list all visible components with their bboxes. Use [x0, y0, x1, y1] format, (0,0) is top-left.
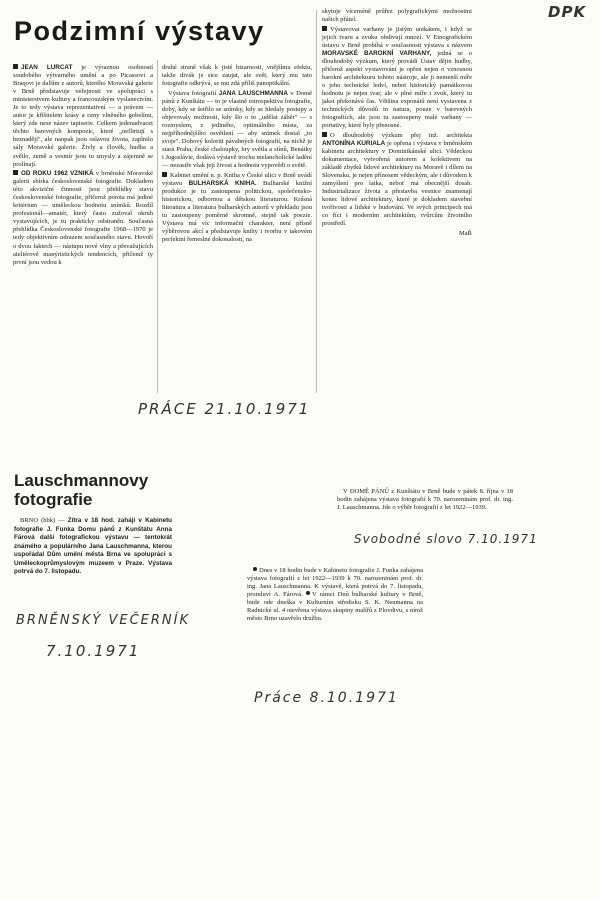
author-signature: MaŘ [459, 229, 472, 237]
article-title: Podzimní výstavy [14, 16, 265, 46]
bullet-square-icon [162, 172, 167, 177]
source-note-prace-8: Práce 8.10.1971 [254, 690, 399, 706]
source-note-vecernik-date: 7.10.1971 [46, 642, 141, 660]
bullet-square-icon [322, 132, 327, 137]
clip-prace-8: Dnes v 18 hodin bude v Kabinetu fotografie J. Funka zahájena výstava fotografií z let 1922—1939 k 70. narozeninám prof. dr. ing. Jana Lauschmanna. K výstavě, která potrvá do 7. listopadu, promluví A. Fárová. V rámci Dnů bulharské kultury v Brně, bude ode dneška v Kulturním středisku S. K. Neumanna na Radnické ul. 4 otevřena výstava skupiny malířů z Plovdivu, s nímž město Brno uzavřelo družbu. [247, 567, 423, 622]
clip-svobodne-slovo: V DOMĚ PÁNŮ z Kunštátu v Brně bude v pátek 8. října v 18 hodin zahájena výstava fotografií k 70. narozeninám prof. dr. ing. J. Lauschmanna. Jde o výběr fotografií z let 1922—1939. [337, 488, 513, 511]
article1-column-3: skytuje víceméně průřez polygrafickými možnostmi našich přátel. Výstavovat varhany je jistým unikátem, i když se jejich tvaru a zvuku obdivují mnozí. V Etnografickém ústavu v Brně probíhá v současnosti výstava s názvem MORAVSKÉ BAROKNÍ VARHANY, jedná se o dlouhodobý výzkum, který provádí Ústav dějin hudby, přičemž aspekt vystavování je opřen nejen o vznosnou barokní architekturu tohoto nástroje, ale ji nemenší míře o jeho technické ledví, nebot historický památkovou hodnotu je nejen tvar, ale v plné míře i zvuk, který tu jaksi překonává čas. Většina exponátů není vystavena z technických důvodů in natura, pouze v barevných fotografiích, ale jsou tu zastoupeny malé varhany — portativy, které byly přenosné. O dlouhodobý výzkum přej inž. architekta ANTONÍNA KURIALA je opřena i výstava v brněnském kabinetu architektury v Dominikánské ulici. Vědeckou dokumentace, vytvořená autorem a kolektivem na základě zbytků lidové architektury na Moravě i dílem na Slovensku, je nejen přínosem vědeckým, ale i důvodem k zamyšlení pro laika, neboť má obecnější dosah. Industrializace života a přestavba vesnice znamenají konec lidové architektury, které je dokladem stavební tvořivosti a lidské v budování. Ve svých principech má co říci i moderním architektům, tvůrcům životního prostředí. MaŘ [322, 8, 473, 237]
source-note-svobodne-slovo: Svobodné slovo 7.10.1971 [354, 532, 538, 546]
bullet-square-icon [322, 26, 327, 31]
bullet-square-icon [13, 170, 18, 175]
source-note-vecernik: BRNĚNSKÝ VEČERNÍK [16, 613, 190, 628]
archive-mark: DPK [548, 3, 587, 21]
article1-column-2: druhé straně však k jisté bizarnosti, vnějšímu efektu, takže divák je sice zaujat, ale svět, který mu tato fotografie odkrývá, se mu zdá příliš panoptikální. Výstava fotografií JANA LAUSCHMANNA v Domě pánů z Kunštátu — to je vlastně retrospektiva fotografie, doby, kdy se šetřilo se snímky, kdy se hledaly postupy a objevovaly možnosti, kdy šlo o to „udělat záběr" — s rozmyslem, z jediného, optimálního místa, za nejpříhodnějšího osvětlení — aby snímek dostal „to svoje". Dobový koloritt pávabných fotografií, na nichž je stará Praha, české chaloupky, hry světla a stínů, Benátky i Jugoslávie, dodává výstavě trochu melancholické ladění — nezastře však její živost a hodnotu vypovědi o světě. Kabinet umění n. p. Kniha v České ulici v Brně uvádí výstavu BULHARSKÁ KNIHA. Bulharské knižní produkce je tu zastoupena politickou, společensko-historickou, odbornou a dětskou literaturou. Krásná literatura a literatura bulharských autorů v překladu jsou tu zastoupeny poměrně skromně, stejně tak poezie. Výstava má víc informační charakter, není přísně výběrovou akcí a představuje knihy i tvorbu v takovém perfektní řemeslné dokonalosti, na [162, 64, 313, 243]
article2-title: Lauschmannovy fotografie [14, 471, 149, 509]
source-note-prace-21: PRÁCE 21.10.1971 [138, 400, 311, 418]
article1-column-1: JEAN LURCAT je výraznou osobností soudobého výtvarného umění a po Picassovi a Braqovi je dalším z autorů, kterého Moravská galerie v Brně představuje veřejnosti ve spolupráci s ministerstvem kultury a francouzským vyslanectvím. Je to tedy výstava reprezentativní — a právem — autor je kříšitelem krásy a ceny vlněného gobelínu, který zde nese název tapiserie. Celkem jedenadvacet těchto barevných kompozic, které „neflirtují s beznadějí", ale naopak jsou oslavou života, zaplnilo sály Moravské galerie. Živly a člověk, hudba a světlo, země a vesmír jsou tu smysly a zájemně se prolínají. OD ROKU 1962 VZNIKÁ v brněnské Moravské galerii sbírka československé fotografie. Dokladem této akviziční činnosti jsou přehlídky stavu československé fotografie, přičemž porota má jediné kritérium — uměleckou hodnotu snímků. Rozdíl profesionál—amatér, který často zužoval okruh vystavujících, je tu prakticky odstraněn. Současná přehlídka Československé fotografie 1968—1970 je tedy objektivním odrazem současného stavu. Hovoří o dvou faktech — nástupu nové vlny a převažujících ateliérově manýristických tendencích, přičemž ty první jsou vedou k [13, 64, 154, 266]
bullet-dot-icon [306, 591, 310, 595]
article2-body: BRNO (hbk) — Zítra v 18 hod. zahájí v Kabinetu fotografie J. Funka Domu pánů z Kunštátu Anna Fárová další fotografickou výstavu — tentokrát známého a populárního Jana Lauschmanna, kterou uspořádal Dům umění města Brna ve spolupráci s Uměleckoprůmyslovým muzeem v Praze. Výstava potrvá do 7. listopadu. [14, 517, 173, 575]
bullet-square-icon [13, 64, 18, 69]
bullet-dot-icon [253, 567, 257, 571]
